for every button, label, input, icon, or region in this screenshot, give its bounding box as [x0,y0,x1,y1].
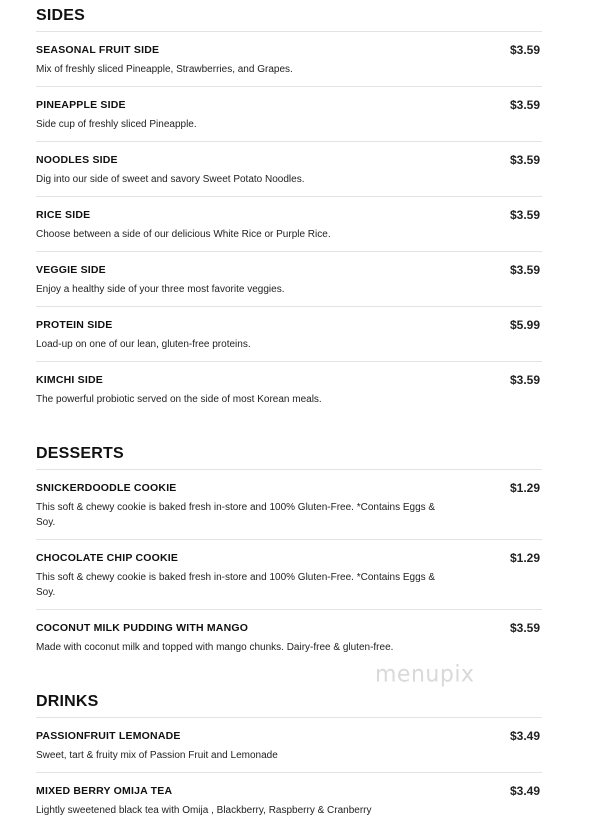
item-price: $1.29 [509,551,540,565]
item-name: PASSIONFRUIT LEMONADE [36,730,181,742]
item-name: SNICKERDOODLE COOKIE [36,482,177,494]
item-price: $3.59 [509,263,540,277]
item-name: PINEAPPLE SIDE [36,99,126,111]
item-price: $1.29 [509,481,540,495]
menu-item[interactable] [36,718,542,773]
menu [36,0,542,827]
item-description: Enjoy a healthy side of your three most favorite veggies. [36,284,285,295]
item-price: $3.59 [509,43,540,57]
item-description: Lightly sweetened black tea with Omija , Blackberry, Raspberry & Cranberry [36,805,372,816]
item-description: Made with coconut milk and topped with mango chunks. Dairy-free & gluten-free. [36,642,394,653]
item-description: Sweet, tart & fruity mix of Passion Fruit and Lemonade [36,750,278,761]
item-description: Choose between a side of our delicious White Rice or Purple Rice. [36,229,331,240]
section-title: DESSERTS [36,438,542,470]
item-price: $3.49 [509,729,540,743]
menu-item[interactable] [36,252,542,307]
item-price: $3.59 [509,621,540,635]
menu-item[interactable] [36,470,542,540]
item-price: $5.99 [509,318,540,332]
item-name: KIMCHI SIDE [36,374,103,386]
menu-item[interactable] [36,87,542,142]
item-price: $3.59 [509,208,540,222]
item-description: Dig into our side of sweet and savory Sweet Potato Noodles. [36,174,305,185]
item-name: CHOCOLATE CHIP COOKIE [36,552,179,564]
item-name: VEGGIE SIDE [36,264,106,276]
section-title: DRINKS [36,686,542,718]
item-name: PROTEIN SIDE [36,319,113,331]
item-description: Side cup of freshly sliced Pineapple. [36,119,197,130]
item-price: $3.49 [509,784,540,798]
item-name: SEASONAL FRUIT SIDE [36,44,160,56]
item-name: NOODLES SIDE [36,154,118,166]
section-spacer [36,416,542,438]
section-sides [36,0,542,416]
section-title: SIDES [36,0,542,32]
item-description: This soft & chewy cookie is baked fresh in-store and 100% Gluten-Free. *Contains Eggs & Soy. [36,502,436,528]
item-description: The powerful probiotic served on the side of most Korean meals. [36,394,322,405]
item-name: RICE SIDE [36,209,91,221]
menu-item[interactable] [36,540,542,610]
menu-item[interactable] [36,362,542,416]
menupix-watermark: menupix [375,661,475,688]
item-name: MIXED BERRY OMIJA TEA [36,785,173,797]
menu-item[interactable] [36,773,542,827]
section-desserts [36,438,542,664]
menu-item[interactable] [36,197,542,252]
menu-item[interactable] [36,142,542,197]
item-description: Mix of freshly sliced Pineapple, Strawberries, and Grapes. [36,64,293,75]
menu-item[interactable] [36,610,542,664]
item-name: COCONUT MILK PUDDING WITH MANGO [36,622,249,634]
item-price: $3.59 [509,98,540,112]
item-description: Load-up on one of our lean, gluten-free proteins. [36,339,251,350]
section-drinks [36,686,542,827]
item-description: This soft & chewy cookie is baked fresh in-store and 100% Gluten-Free. *Contains Eggs & Soy. [36,572,436,598]
item-price: $3.59 [509,373,540,387]
menu-item[interactable] [36,307,542,362]
menu-item[interactable] [36,32,542,87]
item-price: $3.59 [509,153,540,167]
